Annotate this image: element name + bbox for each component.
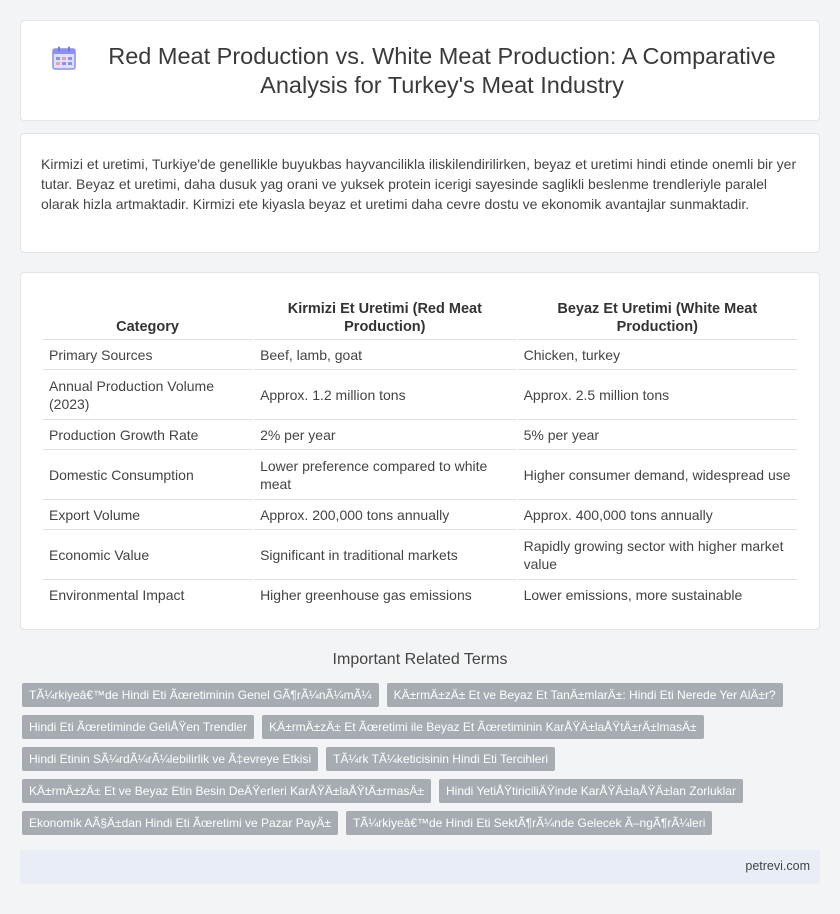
related-term-tag[interactable]: Ekonomik AÃ§Ä±dan Hindi Eti Ãœretimi ve Pazar PayÄ± (22, 811, 338, 835)
title-wrap (21, 21, 819, 120)
related-term-tag[interactable]: KÄ±rmÄ±zÄ± Et ve Beyaz Etin Besin DeÄŸerleri KarÅŸÄ±laÅŸtÄ±rmasÄ± (22, 779, 431, 803)
header-red-meat: Kirmizi Et Uretimi (Red Meat Production) (254, 294, 516, 340)
related-terms-tags (22, 683, 812, 835)
row-white-value: Rapidly growing sector with higher market value (518, 530, 797, 580)
footer-site-link[interactable]: petrevi.com (745, 859, 810, 873)
related-term-tag[interactable]: TÃ¼rkiyeâ€™de Hindi Eti Ãœretiminin Genel GÃ¶rÃ¼nÃ¼mÃ¼ (22, 683, 379, 707)
footer (20, 850, 820, 884)
row-white-value: Chicken, turkey (518, 340, 797, 370)
calendar-grid-icon (51, 45, 77, 71)
row-white-value: Higher consumer demand, widespread use (518, 450, 797, 500)
row-category: Economic Value (43, 530, 252, 580)
table-row (43, 450, 797, 500)
row-red-value: Significant in traditional markets (254, 530, 516, 580)
intro-card (20, 133, 820, 253)
related-term-tag[interactable]: KÄ±rmÄ±zÄ± Et ve Beyaz Et TanÄ±mlarÄ±: Hindi Eti Nerede Yer AlÄ±r? (387, 683, 783, 707)
table-row (43, 340, 797, 370)
row-category: Primary Sources (43, 340, 252, 370)
related-term-tag[interactable]: TÃ¼rk TÃ¼keticisinin Hindi Eti Tercihleri (326, 747, 555, 771)
table-row (43, 530, 797, 580)
table-header-row (43, 294, 797, 340)
related-term-tag[interactable]: Hindi Etinin SÃ¼rdÃ¼rÃ¼lebilirlik ve Ã‡evreye Etkisi (22, 747, 318, 771)
related-term-tag[interactable]: TÃ¼rkiyeâ€™de Hindi Eti SektÃ¶rÃ¼nde Gelecek Ã–ngÃ¶rÃ¼leri (346, 811, 712, 835)
related-term-tag[interactable]: Hindi YetiÅŸtiriciliÄŸinde KarÅŸÄ±laÅŸÄ±lan Zorluklar (439, 779, 743, 803)
row-white-value: Approx. 2.5 million tons (518, 370, 797, 420)
row-category: Domestic Consumption (43, 450, 252, 500)
row-red-value: Approx. 1.2 million tons (254, 370, 516, 420)
row-category: Production Growth Rate (43, 420, 252, 450)
table-row (43, 500, 797, 530)
row-category: Annual Production Volume (2023) (43, 370, 252, 420)
row-category: Environmental Impact (49, 587, 185, 603)
row-red-value: Higher greenhouse gas emissions (260, 587, 472, 603)
related-term-tag[interactable]: KÄ±rmÄ±zÄ± Et Ãœretimi ile Beyaz Et Ãœretiminin KarÅŸÄ±laÅŸtÄ±rÄ±lmasÄ± (262, 715, 704, 739)
row-white-value: Approx. 400,000 tons annually (518, 500, 797, 530)
table-row (43, 580, 797, 610)
row-red-value: 2% per year (254, 420, 516, 450)
row-red-value: Lower preference compared to white meat (254, 450, 516, 500)
row-red-value: Beef, lamb, goat (254, 340, 516, 370)
row-white-value: 5% per year (518, 420, 797, 450)
related-term-tag[interactable]: Hindi Eti Ãœretiminde GeliÅŸen Trendler (22, 715, 254, 739)
page-title: Red Meat Production vs. White Meat Production: A Comparative Analysis for Turkey's Meat Industry (108, 42, 776, 98)
title-card (20, 20, 820, 121)
comparison-table (41, 294, 799, 610)
row-red-value: Approx. 200,000 tons annually (254, 500, 516, 530)
row-category: Export Volume (43, 500, 252, 530)
related-terms-heading: Important Related Terms (332, 651, 508, 668)
header-category: Category (43, 294, 252, 340)
row-white-value: Lower emissions, more sustainable (523, 587, 743, 603)
intro-paragraph: Kirmizi et uretimi, Turkiye'de genellikle buyukbas hayvancilikla iliskilendirilirken, beyaz et uretimi hindi etinde onemli bir yer tutar. Beyaz et uretimi, daha dusuk yag orani ve yuksek protein icerigi sayesinde saglikli beslenme trendleriyle paralel olarak hizla artmaktadir. Kirmizi ete kiyasla beyaz et uretimi daha cevre dostu ve ekonomik avantajlar sunmaktadir. (41, 156, 797, 212)
table-row (43, 370, 797, 420)
comparison-table-card (20, 272, 820, 630)
header-white-meat: Beyaz Et Uretimi (White Meat Production) (518, 294, 797, 340)
table-row (43, 420, 797, 450)
